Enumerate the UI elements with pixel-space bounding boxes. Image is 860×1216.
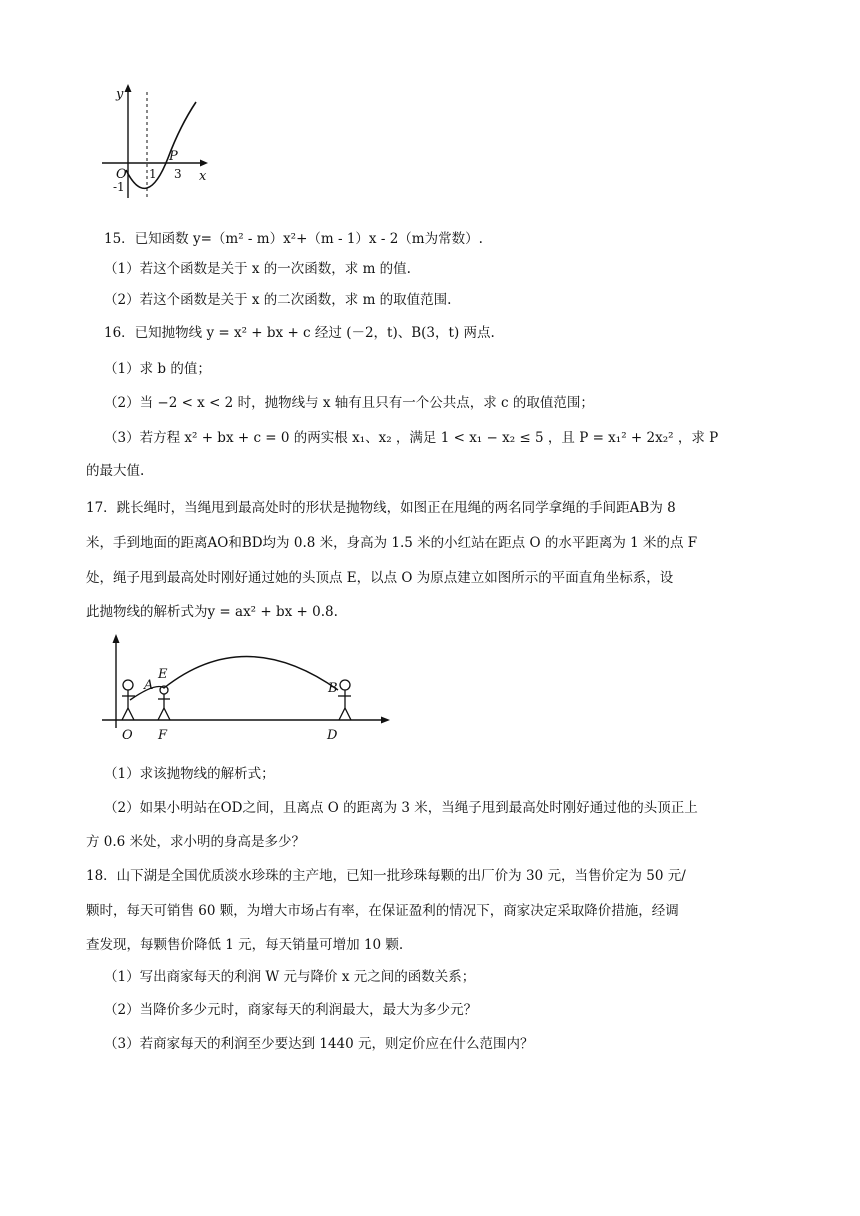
q17-part2-cont: 方 0.6 米处，求小明的身高是多少？ xyxy=(86,834,306,850)
person-a-icon xyxy=(122,680,135,720)
tick-3-label: 3 xyxy=(174,167,182,181)
origin-label: O xyxy=(116,167,127,182)
person-xiaohong-icon xyxy=(158,686,170,720)
q15-part2: （2）若这个函数是关于 x 的二次函数，求 m 的取值范围. xyxy=(104,292,452,308)
label-e: E xyxy=(158,667,168,682)
tick-1-label: 1 xyxy=(149,167,157,181)
label-b: B xyxy=(328,681,338,696)
x-axis-arrow-icon xyxy=(200,160,208,167)
parabola-figure xyxy=(96,80,216,200)
q17-line1: 17．跳长绳时，当绳甩到最高处时的形状是抛物线，如图正在甩绳的两名同学拿绳的手间距AB为 8 xyxy=(86,500,676,516)
q16-stem: 16．已知抛物线 y = x² + bx + c 经过 (－2，t)、B(3，t) 两点. xyxy=(104,325,495,341)
q18-line2: 颗时，每天可销售 60 颗，为增大市场占有率，在保证盈利的情况下，商家决定采取降价措施，经调 xyxy=(86,903,679,919)
person-b-icon xyxy=(338,680,351,720)
y-label: y xyxy=(116,87,124,102)
tick-neg1-label: -1 xyxy=(113,180,125,194)
q18-part1: （1）写出商家每天的利润 W 元与降价 x 元之间的函数关系； xyxy=(104,969,476,985)
vertical-axis-arrow-icon xyxy=(113,634,120,643)
q17-part2: （2）如果小明站在OD之间，且离点 O 的距离为 3 米，当绳子甩到最高处时刚好通过他的头顶正上 xyxy=(104,800,698,816)
q16-part1: （1）求 b 的值； xyxy=(104,361,211,377)
q17-part1: （1）求该抛物线的解析式； xyxy=(104,766,275,782)
q16-part2: （2）当 −2 < x < 2 时，抛物线与 x 轴有且只有一个公共点，求 c 的取值范围； xyxy=(104,395,594,411)
x-label: x xyxy=(199,169,207,184)
ground-axis-arrow-icon xyxy=(381,717,390,724)
q17-line4: 此抛物线的解析式为y = ax² + bx + 0.8. xyxy=(86,604,338,620)
label-o: O xyxy=(122,728,133,743)
q18-line1: 18．山下湖是全国优质淡水珍珠的主产地，已知一批珍珠每颗的出厂价为 30 元，当售价定为 50 元/ xyxy=(86,868,686,884)
q17-line3: 处，绳子甩到最高处时刚好通过她的头顶点 E，以点 O 为原点建立如图所示的平面直角坐标系，设 xyxy=(86,570,674,586)
label-a: A xyxy=(144,678,154,693)
point-p-label: P xyxy=(169,149,178,164)
label-d: D xyxy=(327,728,338,743)
q15-part1: （1）若这个函数是关于 x 的一次函数，求 m 的值. xyxy=(104,261,411,277)
label-f: F xyxy=(158,728,168,743)
q18-part2: （2）当降价多少元时，商家每天的利润最大，最大为多少元？ xyxy=(104,1002,478,1018)
q16-part3-cont: 的最大值. xyxy=(86,463,145,479)
q18-part3: （3）若商家每天的利润至少要达到 1440 元，则定价应在什么范围内？ xyxy=(104,1036,534,1052)
q18-line3: 查发现，每颗售价降低 1 元，每天销量可增加 10 颗. xyxy=(86,937,404,953)
q17-line2: 米，手到地面的距离AO和BD均为 0.8 米，身高为 1.5 米的小红站在距点 O 的水平距离为 1 米的点 F xyxy=(86,535,698,551)
q16-part3: （3）若方程 x² + bx + c = 0 的两实根 x₁、x₂ ，满足 1 < x₁ − x₂ ≤ 5 ，且 P = x₁² + 2x₂² ，求 P xyxy=(104,430,719,446)
y-axis-arrow-icon xyxy=(125,84,132,92)
jump-rope-figure xyxy=(100,632,400,747)
parabola-curve xyxy=(126,102,196,188)
q15-stem: 15．已知函数 y=（m² - m）x²+（m - 1）x - 2（m为常数）. xyxy=(104,231,483,247)
